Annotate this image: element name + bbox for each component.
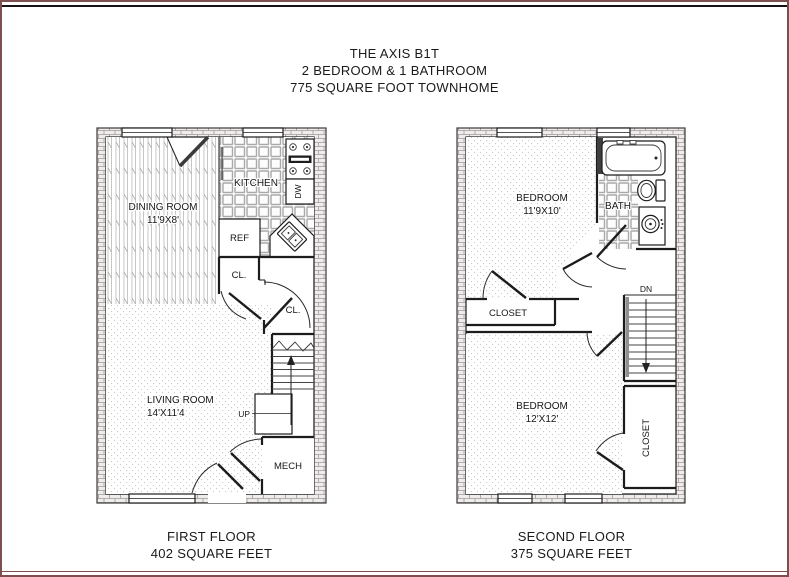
stove <box>286 139 314 179</box>
plan-subtitle-rooms: 2 BEDROOM & 1 BATHROOM <box>301 63 488 78</box>
closet-2-label: CLOSET <box>641 418 652 458</box>
first-floor-caption <box>90 528 333 562</box>
plan-subtitle-area: 775 SQUARE FOOT TOWNHOME <box>290 80 499 95</box>
bath-floor <box>599 175 638 249</box>
closet-2-label: CL. <box>285 305 301 316</box>
living-room-dims: 14'X11'4 <box>147 408 185 419</box>
bedroom-2-label: BEDROOM <box>516 401 568 412</box>
kitchen-label: KITCHEN <box>234 178 278 189</box>
frame-top-line <box>2 5 787 7</box>
second-floor-title: SECOND FLOOR <box>517 529 626 544</box>
refrigerator-label: REF <box>230 233 249 244</box>
dishwasher-label: DW <box>293 184 303 199</box>
bedroom-1-dims: 11'9X10' <box>523 206 561 217</box>
frame-bottom-line <box>2 571 787 572</box>
toilet <box>638 180 665 201</box>
first-floor-title: FIRST FLOOR <box>166 529 256 544</box>
plan-title: THE AXIS B1T <box>349 46 440 61</box>
second-floor-plan <box>450 122 693 512</box>
second-floor-caption <box>450 528 693 562</box>
closet-1-label: CL. <box>231 270 247 281</box>
dining-room-dims: 11'9X8' <box>147 215 179 226</box>
dining-room-label: DINING ROOM <box>128 202 198 213</box>
stairs-down-label: DN <box>639 284 653 294</box>
refrigerator <box>219 219 260 257</box>
living-room-label: LIVING ROOM <box>147 395 214 406</box>
bathtub <box>602 141 665 176</box>
vanity-sink <box>639 207 665 245</box>
bedroom-2-dims: 12'X12' <box>525 414 559 425</box>
second-floor-area: 375 SQUARE FEET <box>510 546 633 561</box>
first-floor-area: 402 SQUARE FEET <box>150 546 273 561</box>
stairs-up-label: UP <box>238 409 250 419</box>
bedroom-1-label: BEDROOM <box>516 193 568 204</box>
bath-label: BATH <box>605 201 631 212</box>
closet-1-label: CLOSET <box>488 308 528 319</box>
plan-header <box>2 45 787 96</box>
first-floor-plan <box>90 122 333 512</box>
dishwasher <box>286 179 314 204</box>
mech-label: MECH <box>274 461 302 472</box>
